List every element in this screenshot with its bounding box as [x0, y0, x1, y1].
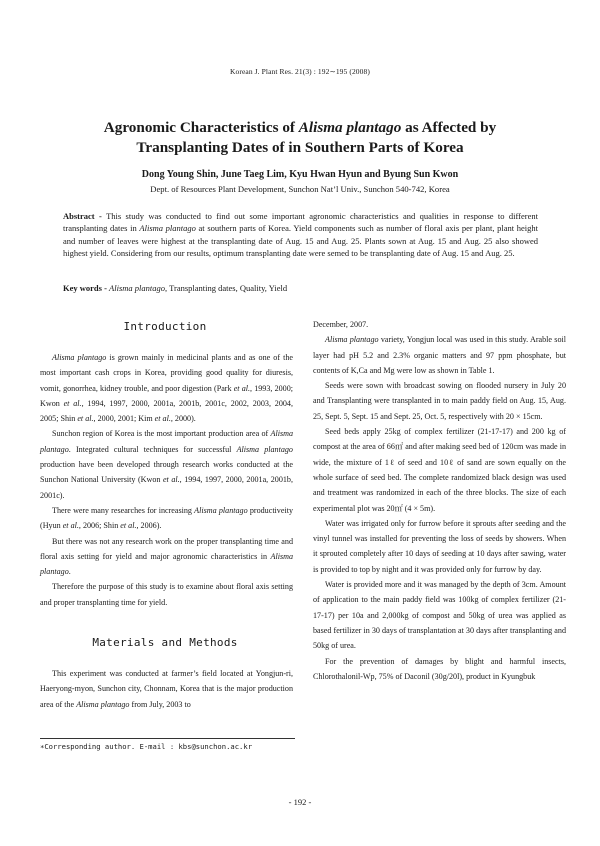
materials-methods-body — [40, 666, 293, 712]
right-column-body — [313, 317, 566, 684]
page-number: - 192 - — [288, 797, 312, 807]
abstract-label: Abstract - — [63, 211, 102, 221]
intro-paragraph-5: Therefore the purpose of this study is to examine about floral axis setting and proper transplanting time for yield. — [40, 582, 293, 607]
materials-paragraph-1: This experiment was conducted at farmer’s field located at Yongjun-ri, Haeryong-myon, Sunchon city, Chonnam, Korea that is the major production area of the Alisma plantago from July, 2003 to — [40, 669, 293, 709]
right-paragraph-2: Seeds were sown with broadcast sowing on flooded nursery in July 20 and Transplanting were transplanted in to main paddy field on Aug. 15, Aug. 25, Sept. 5, Sept. 15 and Sept. 25, Oct. 5, respectively with 20 × 15cm. — [313, 381, 566, 421]
right-paragraph-1: Alisma plantago variety, Yongjun local was used in this study. Arable soil layer had pH 5.2 and 2.3% organic matters and 97 ppm phosphate, but contents of K,Ca and Mg were low as shown in Table 1. — [313, 335, 566, 375]
paper-title — [60, 118, 540, 158]
abstract — [63, 210, 538, 259]
introduction-body — [40, 350, 293, 610]
title-species: Alisma plantago — [298, 119, 402, 136]
keywords-species: Alisma plantago — [109, 283, 166, 293]
right-paragraph-3: Seed beds apply 25kg of complex fertilizer (21-17-17) and 200 kg of compost at the area of 66㎡ and after making seed bed of 120cm was made in wide, the mixture of 1ℓ of seed and 10ℓ of sand are sown equally on the whole surface of seed bed. The complete randomized black design was used and treatment was randomized in each of the three blocks. The size of each experimental plot was 20㎡ (4 × 5m). — [313, 427, 566, 513]
corresponding-author-footnote: ∗Corresponding author. E-mail : kbs@sunchon.ac.kr — [40, 742, 253, 751]
right-paragraph-4: Water was irrigated only for furrow before it sprouts after seeding and the vinyl tunnel was installed for preventing the loss of seeds by showers. When it sprouted completely after 10 days of seeding at 10 days after sawing, water is provided to top by night and it was provided only for furrow by day. — [313, 518, 566, 574]
intro-paragraph-3: There were many researches for increasing Alisma plantago productiveity (Hyun et al., 2006; Shin et al., 2006). — [40, 505, 293, 531]
right-paragraph-0: December, 2007. — [313, 320, 369, 329]
title-line2: Transplanting Dates of in Southern Parts of Korea — [136, 139, 464, 156]
introduction-heading: Introduction — [123, 320, 207, 333]
title-part1: Agronomic Characteristics of — [103, 119, 299, 136]
keywords-text: , Transplanting dates, Quality, Yield — [165, 283, 288, 293]
abstract-species: Alisma plantago — [139, 223, 196, 234]
right-paragraph-5: Water is provided more and it was managed by the depth of 3cm. Amount of application to the main paddy field was 100kg of complex fertilizer (21-17-17) per 10a and 2,000kg of compost and 50kg of urea was applied as based fertilizer in 30 days of transplantation at 30 days after transplanting and 50kg of urea. — [313, 580, 566, 651]
abstract-text-1: This study was conducted to find out some important agronomic characteristics and qualities in response to different transplanting dates in — [63, 211, 538, 234]
intro-paragraph-1: Alisma plantago is grown mainly in medicinal plants and as one of the most important cash crops in Korea, providing good quality for diuresis, vomit, gonorrhea, kidney trouble, and poor digestion (Park et al., 1993, 2000; Kwon et al., 1994, 1997, 2000, 2001a, 2001b, 2001c, 2002, 2003, 2004, 2005; Shin et al., 2000, 2001; Kim et al., 2000). — [40, 353, 294, 424]
running-header: Korean J. Plant Res. 21(3) : 192∼195 (2008) — [230, 67, 370, 76]
affiliation: Dept. of Resources Plant Development, Sunchon Nat’l Univ., Sunchon 540-742, Korea — [150, 184, 450, 194]
title-part2: as Affected by — [401, 119, 497, 136]
keywords — [63, 283, 538, 293]
intro-paragraph-2: Sunchon region of Korea is the most important production area of Alisma plantago. Integrated cultural techniques for successful Alisma plantago production have been developed through research works conducted at the Sunchon National University (Kwon et al., 1994, 1997, 2000, 2001a, 2001b, 2001c). — [40, 429, 293, 500]
authors: Dong Young Shin, June Taeg Lim, Kyu Hwan Hyun and Byung Sun Kwon — [141, 169, 459, 180]
footnote-divider — [40, 738, 295, 739]
keywords-label: Key words - — [63, 283, 107, 293]
abstract-text-2: at southern parts of Korea. Yield components such as number of floral axis per plant, plant height and number of leaves were highest at the transplanting date of Aug. 15 and Aug. 25. Plants sown at Aug. 15 and Aug. 25 also showed highest yield. Considering from our results, optimum transplanting date were semed to be transplanting date of Aug. 15 and Aug. 25. — [63, 223, 538, 258]
materials-methods-heading: Materials and Methods — [92, 636, 238, 649]
intro-paragraph-4: But there was not any research work on the proper transplanting time and floral axis setting for yield and major agronomic characteristics in Alisma plantago. — [40, 536, 293, 577]
right-paragraph-6: For the prevention of damages by blight and harmful insects, Chlorothalonil-Wp, 75% of Daconil (30g/20l), product in Kyungbuk — [313, 656, 566, 681]
